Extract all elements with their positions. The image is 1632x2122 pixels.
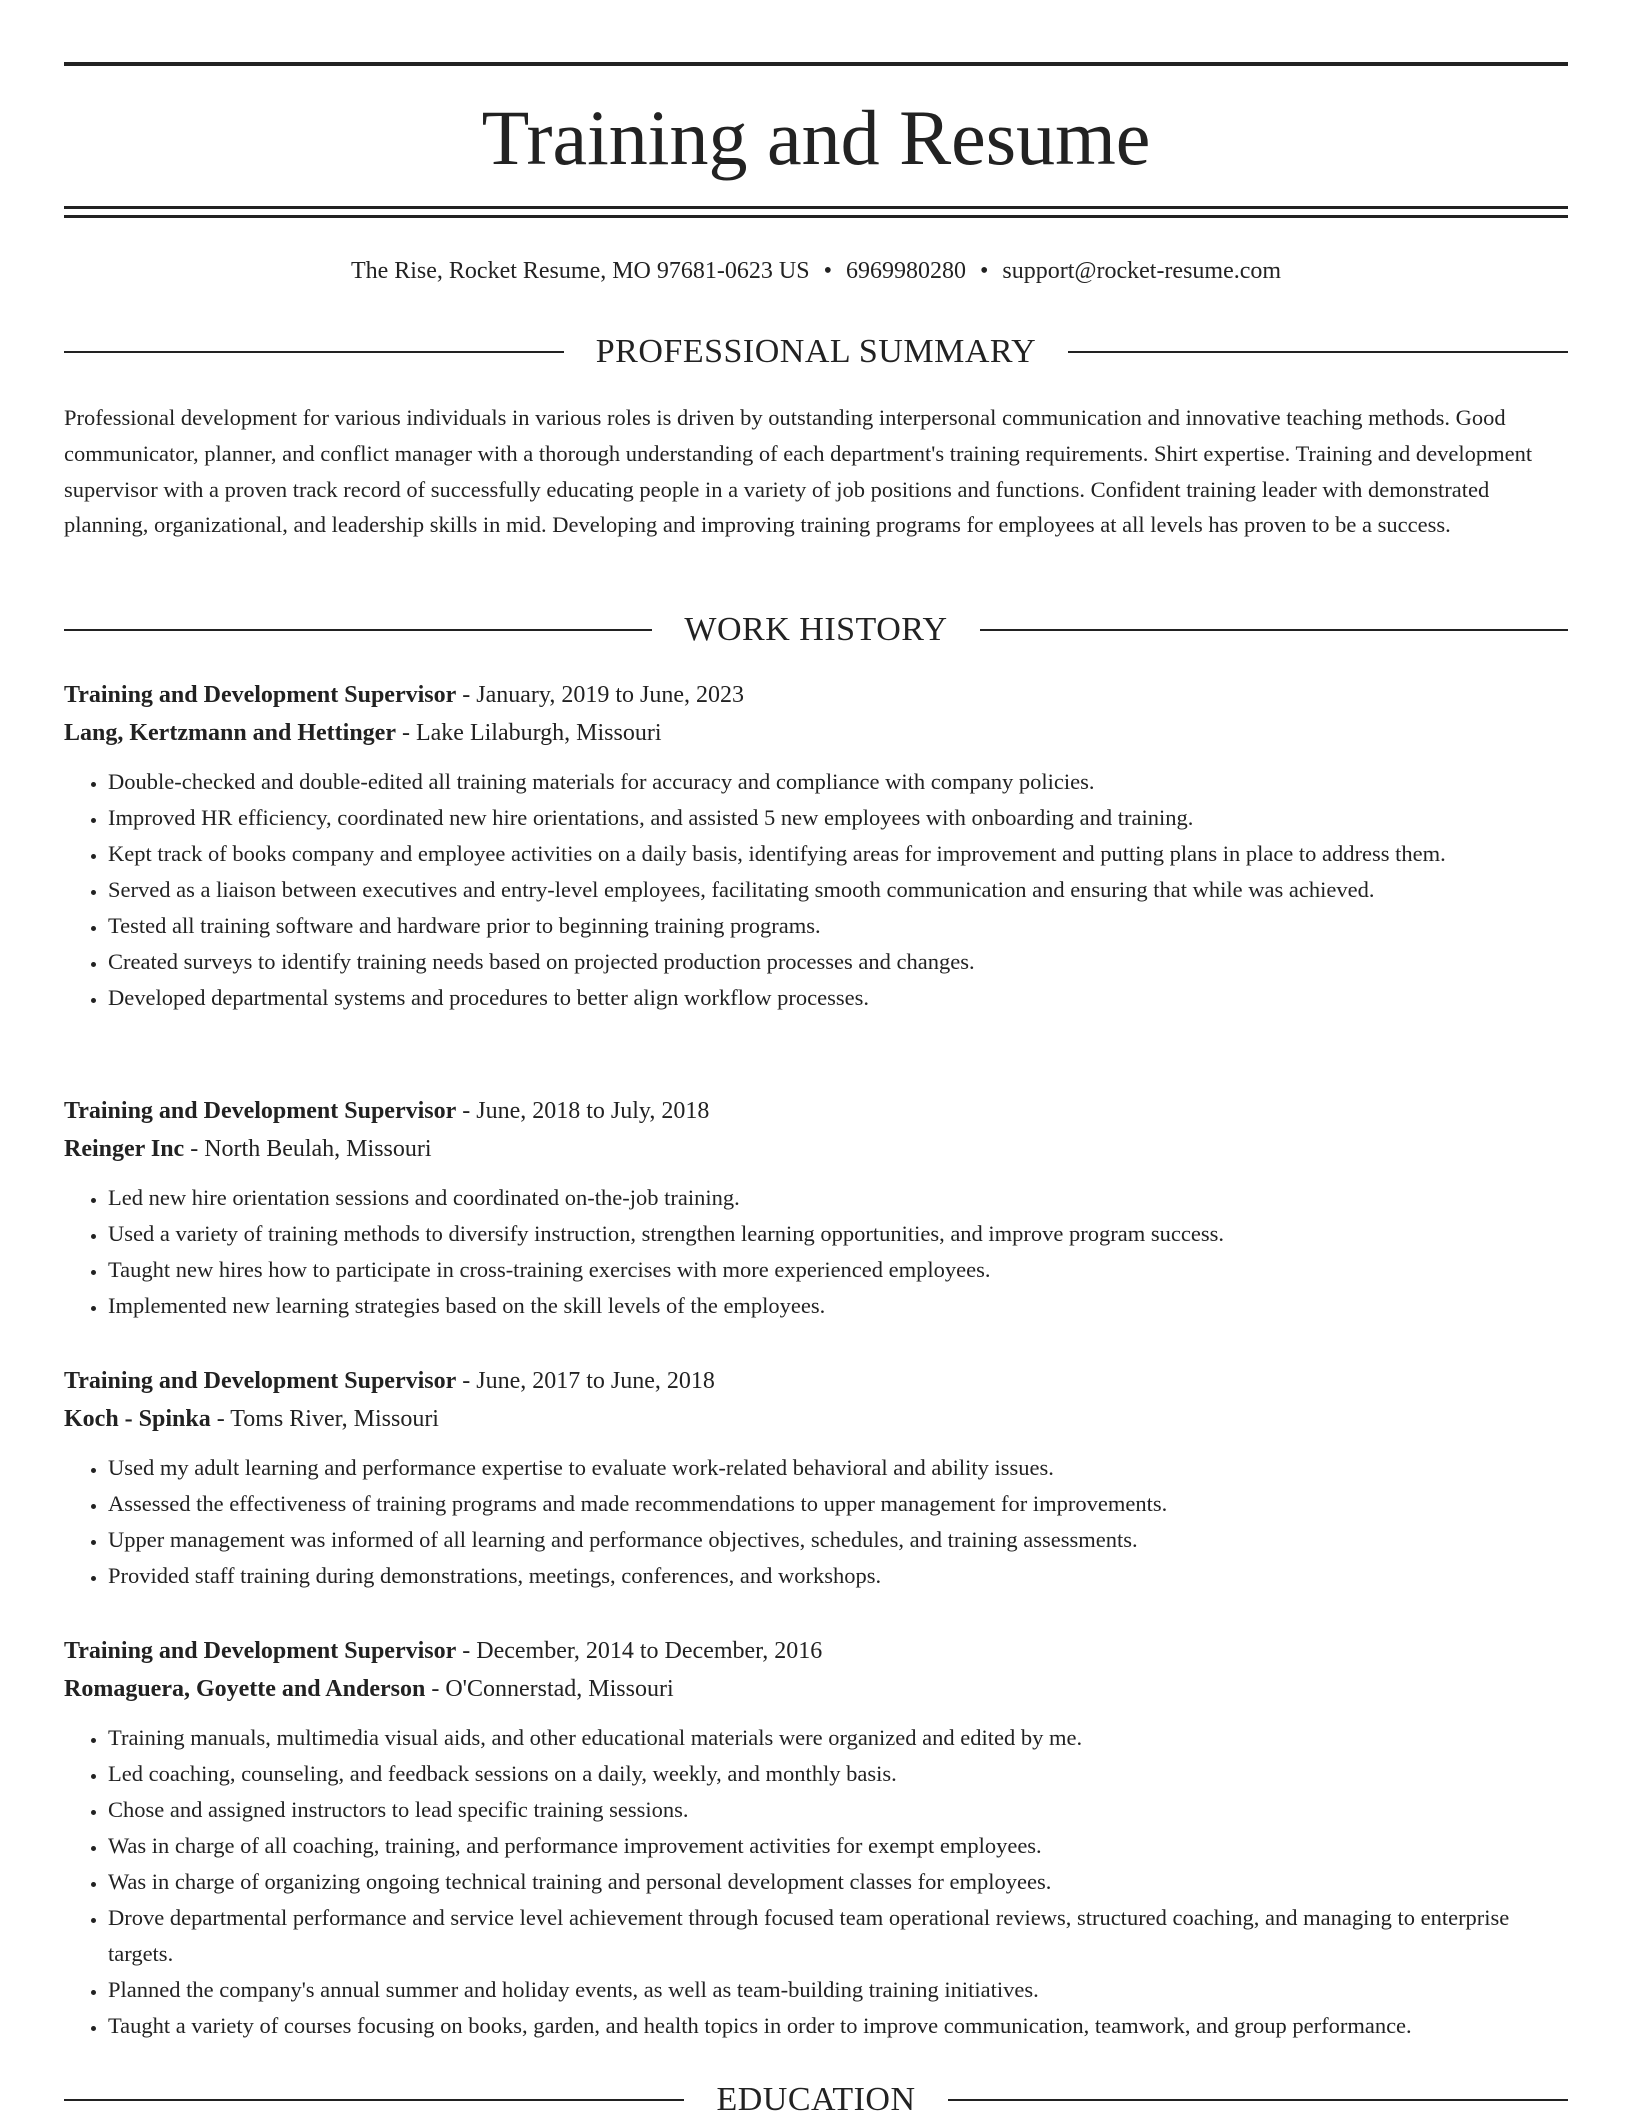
contact-separator: • [823,258,832,284]
contact-address: The Rise, Rocket Resume, MO 97681-0623 US [350,258,810,284]
job-company-line [64,714,1568,752]
job-title-line [64,1632,1568,1670]
top-rule [64,62,1568,66]
job-bullets [64,1720,1568,2044]
job-bullet: • Planned the company's annual summer and holiday events, as well as team-building training initiatives. [108,1972,1568,2008]
contact-phone: 6969980280 [845,258,966,284]
job-bullet: • Kept track of books company and employee activities on a daily basis, identifying areas for improvement and putting plans in place to address them. [108,836,1568,872]
section-heading-education [64,2078,1568,2122]
job-title-line [64,676,1568,714]
job-entry [64,1632,1568,2044]
job-entry [64,1362,1568,1594]
heading-rule-left [64,2099,684,2101]
job-bullet: • Developed departmental systems and procedures to better align workflow processes. [108,980,1568,1016]
job-bullet: • Double-checked and double-edited all training materials for accuracy and compliance with company policies. [108,764,1568,800]
job-dates: - January, 2019 to June, 2023 [456,682,744,708]
contact-line [64,254,1568,288]
job-bullet: • Tested all training software and hardware prior to beginning training programs. [108,908,1568,944]
title-rule-upper [64,206,1568,209]
job-bullet: • Taught new hires how to participate in cross-training exercises with more experienced employees. [108,1252,1568,1288]
heading-rule-right [1068,351,1568,353]
job-company: Reinger Inc [64,1136,185,1162]
job-entry [64,676,1568,1016]
job-title: Training and Development Supervisor [64,1098,457,1124]
job-company: Koch - Spinka [64,1406,211,1432]
job-bullet: • Assessed the effectiveness of training programs and made recommendations to upper management for improvements. [108,1486,1568,1522]
summary-text: Professional development for various individuals in various roles is driven by outstanding interpersonal communication and innovative teaching methods. Good communicator, planner, and conflict manager with a thorough understanding of each department's training requirements. Shirt expertise. Training and development supervisor with a proven track record of successfully educating people in a variety of job positions and functions. Confident training leader with demonstrated planning, organizational, and leadership skills in mid. Developing and improving training programs for employees at all levels has proven to be a success. [64,405,1533,538]
job-bullets [64,1450,1568,1594]
job-title-line [64,1092,1568,1130]
job-bullet: • Created surveys to identify training needs based on projected production processes and changes. [108,944,1568,980]
job-company: Lang, Kertzmann and Hettinger [64,720,396,746]
job-bullet: • Chose and assigned instructors to lead specific training sessions. [108,1792,1568,1828]
job-company-line [64,1400,1568,1438]
section-heading-summary [64,330,1568,374]
job-bullet: • Used a variety of training methods to diversify instruction, strengthen learning opportunities, and improve program success. [108,1216,1568,1252]
job-bullet: • Drove departmental performance and service level achievement through focused team operational reviews, structured coaching, and managing to enterprise targets. [108,1900,1568,1972]
job-bullet: • Was in charge of all coaching, training, and performance improvement activities for exempt employees. [108,1828,1568,1864]
job-title: Training and Development Supervisor [64,1368,457,1394]
job-bullet: • Led new hire orientation sessions and coordinated on-the-job training. [108,1180,1568,1216]
job-bullet: • Was in charge of organizing ongoing technical training and personal development classes for employees. [108,1864,1568,1900]
title-rule-lower [64,215,1568,218]
section-title: WORK HISTORY [684,611,948,648]
job-title-line [64,1362,1568,1400]
section-heading-work [64,608,1568,652]
job-bullet: • Used my adult learning and performance expertise to evaluate work-related behavioral and ability issues. [108,1450,1568,1486]
job-bullet: • Training manuals, multimedia visual aids, and other educational materials were organized and edited by me. [108,1720,1568,1756]
job-dates: - December, 2014 to December, 2016 [456,1638,823,1664]
job-bullet: • Improved HR efficiency, coordinated new hire orientations, and assisted 5 new employees with onboarding and training. [108,800,1568,836]
job-company-line [64,1130,1568,1168]
heading-rule-left [64,351,564,353]
job-location: - Lake Lilaburgh, Missouri [395,720,662,746]
job-bullets [64,1180,1568,1324]
job-entry [64,1092,1568,1324]
section-title: EDUCATION [716,2081,916,2118]
contact-email: support@rocket-resume.com [1002,258,1282,284]
job-bullet: • Taught a variety of courses focusing on books, garden, and health topics in order to improve communication, teamwork, and group performance. [108,2008,1568,2044]
job-dates: - June, 2017 to June, 2018 [456,1368,715,1394]
contact-separator: • [979,258,989,284]
heading-rule-left [64,629,652,631]
job-bullet: • Served as a liaison between executives and entry-level employees, facilitating smooth communication and ensuring that while was achieved. [108,872,1568,908]
job-title: Training and Development Supervisor [64,682,457,708]
job-company: Romaguera, Goyette and Anderson [64,1676,426,1702]
job-company-line [64,1670,1568,1708]
job-bullet: • Led coaching, counseling, and feedback sessions on a daily, weekly, and monthly basis. [108,1756,1568,1792]
job-bullets [64,764,1568,1016]
job-title: Training and Development Supervisor [64,1638,457,1664]
job-bullet: • Provided staff training during demonstrations, meetings, conferences, and workshops. [108,1558,1568,1594]
job-location: - North Beulah, Missouri [184,1136,432,1162]
heading-rule-right [980,629,1568,631]
job-location: - Toms River, Missouri [210,1406,439,1432]
heading-rule-right [948,2099,1568,2101]
job-bullet: • Implemented new learning strategies based on the skill levels of the employees. [108,1288,1568,1324]
resume-name: Training and Resume [481,94,1151,181]
job-location: - O'Connerstad, Missouri [425,1676,674,1702]
job-bullet: • Upper management was informed of all learning and performance objectives, schedules, and training assessments. [108,1522,1568,1558]
job-dates: - June, 2018 to July, 2018 [456,1098,710,1124]
section-title: PROFESSIONAL SUMMARY [595,333,1037,370]
